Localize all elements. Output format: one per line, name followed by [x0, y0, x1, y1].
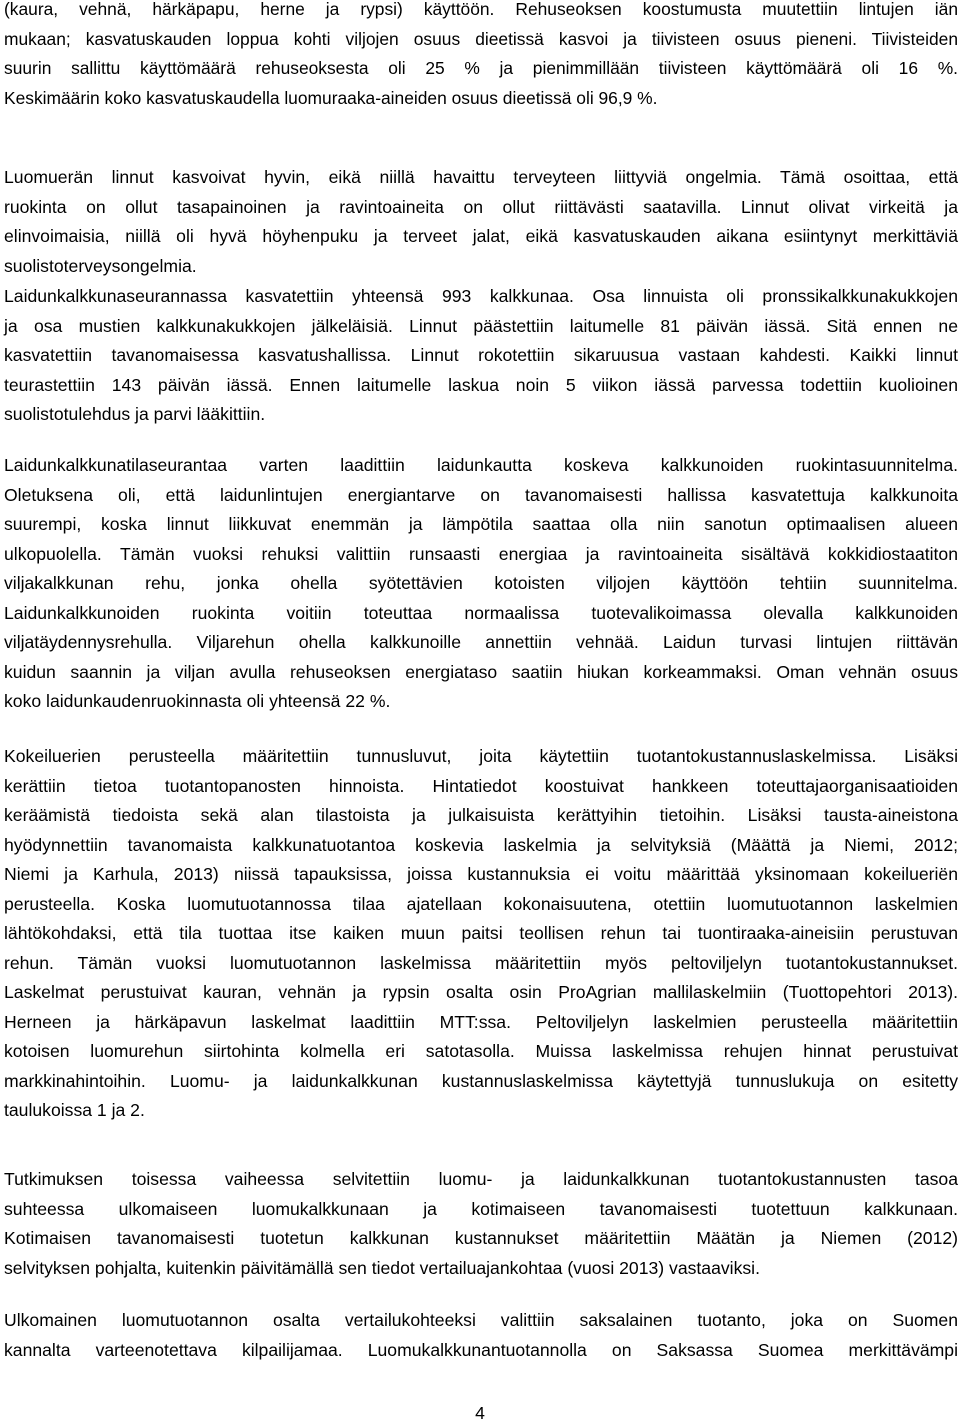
page-number: 4	[475, 1403, 485, 1423]
text-line: suolistoterveysongelmia.	[4, 255, 197, 276]
text-line: koko laidunkaudenruokinnasta oli yhteensä 22 %.	[4, 691, 391, 711]
text-line: elinvoimaisia, niillä oli hyvä höyhenpuku ja terveet jalat, eikä kasvatuskauden aikana esiintynyt merkittäviä	[4, 226, 958, 246]
text-line: Kotimaisen tavanomaisesti tuotetun kalkkunan kustannukset määritettiin Määtän ja Niemen (2012)	[4, 1228, 958, 1248]
text-line: Laidunkalkkunoiden ruokinta voitiin toteuttaa normaalissa tuotevalikoimassa olevalla kalkkunoiden	[4, 602, 958, 623]
text-line: ulkopuolella. Tämän vuoksi rehuksi valittiin runsaasti energiaa ja ravintoaineita sisältävä kokkidiostaatiton	[4, 543, 958, 564]
text-line: Kokeiluerien perusteella määritettiin tunnusluvut, joita käytettiin tuotantokustannuslaskelmissa. Lisäksi	[4, 746, 958, 766]
text-line: kasvatettiin tavanomaisessa kasvatushallissa. Linnut rokotettiin sikaruusua vastaan kahdesti. Kaikki linnut	[4, 345, 958, 365]
text-line: ja osa mustien kalkkunakukkojen jälkeläisiä. Linnut päästettiin laitumelle 81 päivän iässä. Sitä ennen ne	[4, 315, 958, 336]
paragraph-second-phase	[4, 1165, 958, 1283]
text-line: kuidun saannin ja viljan avulla rehuseoksen energiataso saatiin hiukan korkeammaksi. Oman vehnän osuus	[4, 661, 958, 682]
text-line: Tutkimuksen toisessa vaiheessa selvitettiin luomu- ja laidunkalkkunan tuotantokustannusten tasoa	[4, 1169, 958, 1189]
text-line: Keskimäärin koko kasvatuskaudella luomuraaka-aineiden osuus dieetissä oli 96,9 %.	[4, 87, 658, 108]
text-line: ruokinta on ollut tasapainoinen ja ravintoaineita on ollut riittävästi saatavilla. Linnut olivat virkeitä ja	[4, 196, 958, 217]
text-line: perusteella. Koska luomutuotannossa tilaa ajatellaan kokonaisuutena, otettiin luomutuotannon laskelmien	[4, 893, 958, 914]
paragraph-feed-composition	[4, 0, 958, 113]
text-line: lähtökohdaksi, että tila tuottaa itse kaiken muun paitsi teollisen rehun tai tuontiraaka-aineisiin perustuvan	[4, 923, 958, 943]
text-line: Laskelmat perustuivat kauran, vehnän ja rypsin osalta osin ProAgrian mallilaskelmiin (Tuottopehtori 2013).	[4, 982, 958, 1002]
text-line: mukaan; kasvatuskauden loppua kohti viljojen osuus dieetissä kasvoi ja tiivisteen osuus pieneni. Tiivisteiden	[4, 28, 958, 49]
text-line: suurempi, koska linnut liikkuvat enemmän ja lämpötila saattaa olla niin sanotun optimaalisen alueen	[4, 514, 958, 534]
text-line: (kaura, vehnä, härkäpapu, herne ja rypsi) käyttöön. Rehuseoksen koostumusta muutettiin lintujen iän	[4, 0, 958, 19]
text-line: Laidunkalkkunatilaseurantaa varten laadittiin laidunkautta koskeva kalkkunoiden ruokintasuunnitelma.	[4, 455, 958, 475]
text-line: taulukoissa 1 ja 2.	[4, 1100, 145, 1120]
text-line: viljatäydennysrehulla. Viljarehun ohella kalkkunoille annettiin vehnää. Laidun turvasi lintujen riittävän	[4, 632, 958, 652]
paragraph-cost-calculations	[4, 742, 958, 1126]
paragraph-bird-health	[4, 163, 958, 281]
text-line: Herneen ja härkäpavun laskelmat laadittiin MTT:ssa. Peltoviljelyn laskelmien perusteella määritettiin	[4, 1011, 958, 1032]
text-line: kotoisen luomurehun siirtohinta kolmella eri satotasolla. Muissa laskelmissa rehujen hinnat perustuivat	[4, 1041, 958, 1061]
text-line: Laidunkalkkunaseurannassa kasvatettiin yhteensä 993 kalkkunaa. Osa linnuista oli pronssikalkkunakukkojen	[4, 286, 958, 306]
paragraph-pasture-monitoring	[4, 282, 958, 430]
text-line: Luomuerän linnut kasvoivat hyvin, eikä niillä havaittu terveyteen liittyviä ongelmia. Tämä osoittaa, että	[4, 167, 958, 187]
text-line: hyödynnettiin tavanomaista kalkkunatuotantoa koskevia laskelmia ja selvityksiä (Määttä ja Niemi, 2012;	[4, 834, 958, 855]
text-line: viljakalkkunan rehu, jonka ohella syötettävien kotoisten viljojen käyttöön tehtiin suunnitelma.	[4, 573, 958, 593]
paragraph-foreign-comparison	[4, 1306, 958, 1365]
text-line: suurin sallittu käyttömäärä rehuseoksesta oli 25 % ja pienimmillään tiivisteen käyttömäärä oli 16 %.	[4, 58, 958, 78]
text-line: kerättiin tietoa tuotantopanosten hinnoista. Hintatiedot koostuivat hankkeen toteuttajaorganisaatioiden	[4, 775, 958, 796]
text-line: keräämistä tiedoista sekä alan tilastoista ja julkaisuista kerättyihin tietoihin. Lisäksi tausta-aineistona	[4, 805, 958, 825]
text-line: kannalta varteenotettava kilpailijamaa. Luomukalkkunantuotannolla on Saksassa Suomea merkittävämpi	[4, 1339, 958, 1360]
paragraph-feeding-plan	[4, 451, 958, 717]
text-line: rehun. Tämän vuoksi luomutuotannon laskelmissa määritettiin myös peltoviljelyn tuotantokustannukset.	[4, 952, 958, 973]
text-line: suhteessa ulkomaiseen luomukalkkunaan ja kotimaiseen tavanomaisesti tuotettuun kalkkunaan.	[4, 1198, 958, 1219]
text-line: selvityksen pohjalta, kuitenkin päivitämällä sen tiedot vertailuajankohtaa (vuosi 2013) vastaaviksi.	[4, 1257, 760, 1278]
text-line: Niemi ja Karhula, 2013) niissä tapauksissa, joissa kustannuksia ei voitu määrittää yksinomaan kokeilueriën	[4, 864, 958, 884]
text-line: markkinahintoihin. Luomu- ja laidunkalkkunan kustannuslaskelmissa käytettyjä tunnuslukuja on esitetty	[4, 1070, 958, 1091]
text-line: Oletuksena oli, että laidunlintujen energiantarve on tavanomaisesti hallissa kasvatettuja kalkkunoita	[4, 484, 958, 505]
text-line: Ulkomainen luomutuotannon osalta vertailukohteeksi valittiin saksalainen tuotanto, joka on Suomen	[4, 1310, 958, 1330]
text-line: suolistotulehdus ja parvi lääkittiin.	[4, 404, 266, 424]
text-line: teurastettiin 143 päivän iässä. Ennen laitumelle laskua noin 5 viikon iässä parvessa todettiin kuolioinen	[4, 374, 958, 395]
